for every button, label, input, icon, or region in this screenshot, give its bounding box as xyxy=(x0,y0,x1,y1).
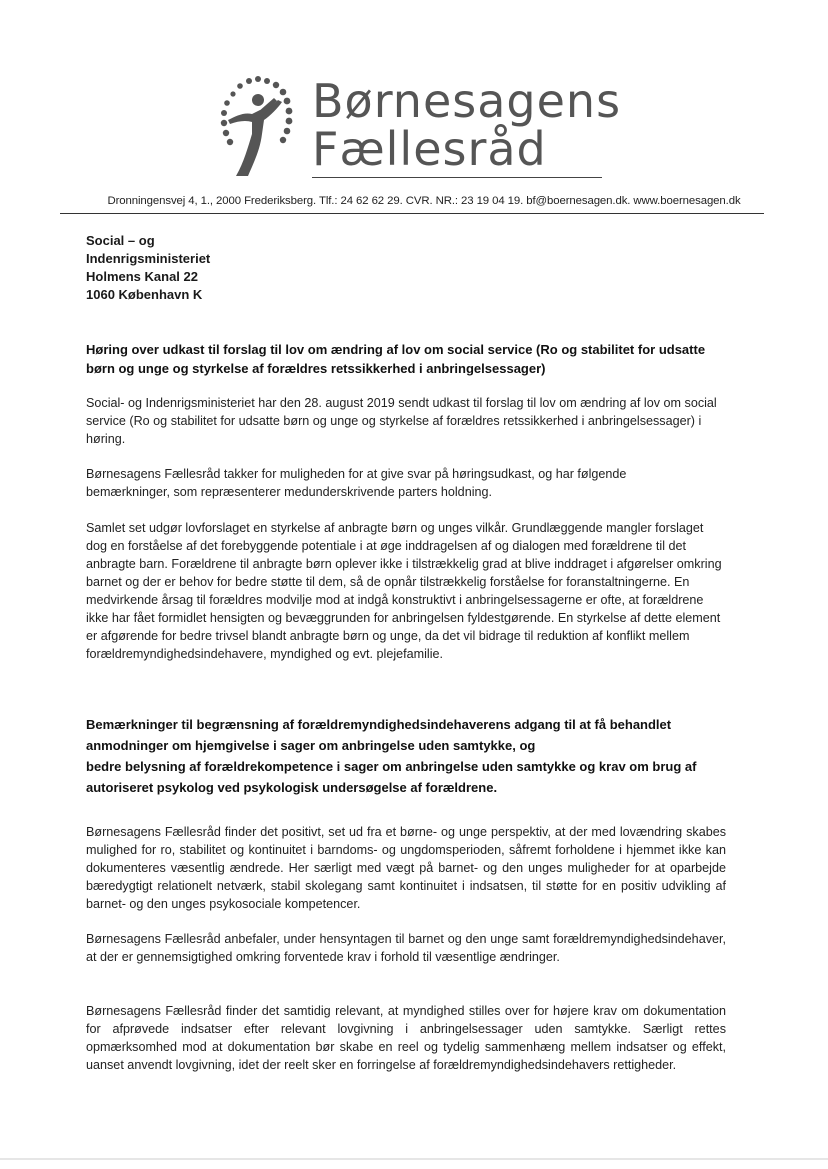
section-heading-line-2: bedre belysning af forældrekompetence i sager om anbringelse uden samtykke og krav om brug af autoriseret psykolog ved psykologisk undersøgelse af forældrene. xyxy=(86,759,697,795)
logo-wordmark xyxy=(312,74,622,176)
recipient-line-3: Holmens Kanal 22 xyxy=(86,269,198,284)
logo-emblem-icon xyxy=(208,72,300,184)
recipient-line-1: Social – og xyxy=(86,233,155,248)
recipient-line-2: Indenrigsministeriet xyxy=(86,251,211,266)
recipient-address xyxy=(86,232,210,304)
paragraph-3: Samlet set udgør lovforslaget en styrkelse af anbragte børn og unges vilkår. Grundlæggende mangler forslaget dog en forståelse af det forebyggende potentiale i at øge inddragelsen af og dialogen med forældrene til det anbragte barn. Forældrene til anbragte børn oplever ikke i tilstrækkelig grad at blive inddraget i afgørelser omkring barnet og der er behov for bedre støtte til dem, så de opnår tilstrækkelig forståelse for foranstaltningerne. En medvirkende årsag til forældres modvilje mod at indgå konstruktivt i anbringelsessagerne er ofte, at forældrene ikke har fået formidlet hensigten og bevæggrunden for anbringelsen fyldestgørende. En styrkelse af dette element er afgørende for bedre trivsel blandt anbragte børn og unge, da det vil bidrage til reduktion af konflikt mellem forældremyndighedsindehavere, myndighed og evt. plejefamilie. xyxy=(86,521,722,661)
logo-underline xyxy=(312,177,602,178)
contact-line: Dronningensvej 4, 1., 2000 Frederiksberg. Tlf.: 24 62 62 29. CVR. NR.: 23 19 04 19. bf@boernesagen.dk. www.boernesagen.dk xyxy=(107,195,741,207)
paragraph-1: Social- og Indenrigsministeriet har den 28. august 2019 sendt udkast til forslag til lov om ændring af lov om social service (Ro og stabilitet for udsatte børn og unge og styrkelse af forældres retssikkerhed i anbringelsessager) i høring. xyxy=(86,396,717,446)
paragraph-2: Børnesagens Fællesråd takker for muligheden for at give svar på høringsudkast, og har følgende bemærkninger, som repræsenterer medunderskrivende parters holdning. xyxy=(86,467,627,499)
header-divider xyxy=(60,213,764,214)
logo-line-2: Fællesråd xyxy=(312,122,547,176)
section-heading-line-1: Bemærkninger til begrænsning af forældremyndighedsindehaverens adgang til at få behandlet anmodninger om hjemgivelse i sager om anbringelse uden samtykke, og xyxy=(86,717,672,753)
paragraph-4: Børnesagens Fællesråd finder det positivt, set ud fra et børne- og unge perspektiv, at der med lovændring skabes mulighed for ro, stabilitet og kontinuitet i barndoms- og ungdomsperioden, såfremt forholdene i hjemmet ikke kan dokumenteres væsentlig ændrede. Her særligt med vægt på barnet- og den unges muligheder for at oparbejde bæredygtigt relationelt netværk, stabil skolegang samt kontinuitet i indsatsen, til støtte for en positiv udvikling af barnet- og den unges psykosociale kompetencer. xyxy=(86,825,726,911)
paragraph-5: Børnesagens Fællesråd anbefaler, under hensyntagen til barnet og den unge samt forældremyndighedsindehaver, at der er gennemsigtighed omkring forventede krav i forhold til væsentlige ændringer. xyxy=(86,932,726,964)
section-heading xyxy=(86,714,716,798)
logo-line-1: Børnesagens xyxy=(312,74,622,128)
recipient-line-4: 1060 København K xyxy=(86,287,203,302)
subject-heading: Høring over udkast til forslag til lov om ændring af lov om social service (Ro og stabilitet for udsatte børn og unge og styrkelse af forældres retssikkerhed i anbringelsessager) xyxy=(86,342,706,376)
scan-edge xyxy=(0,1158,828,1160)
paragraph-6: Børnesagens Fællesråd finder det samtidig relevant, at myndighed stilles over for højere krav om dokumentation for afprøvede indsatser efter relevant lovgivning i anbringelsessager uden samtykke. Særligt rettes opmærksomhed mod at dokumentation bør skabe en reel og tydelig sammenhæng mellem indsatser og effekt, uanset anvendt lovgivning, idet der reelt sker en forringelse af forældremyndighedsindehavers rettigheder. xyxy=(86,1004,726,1072)
